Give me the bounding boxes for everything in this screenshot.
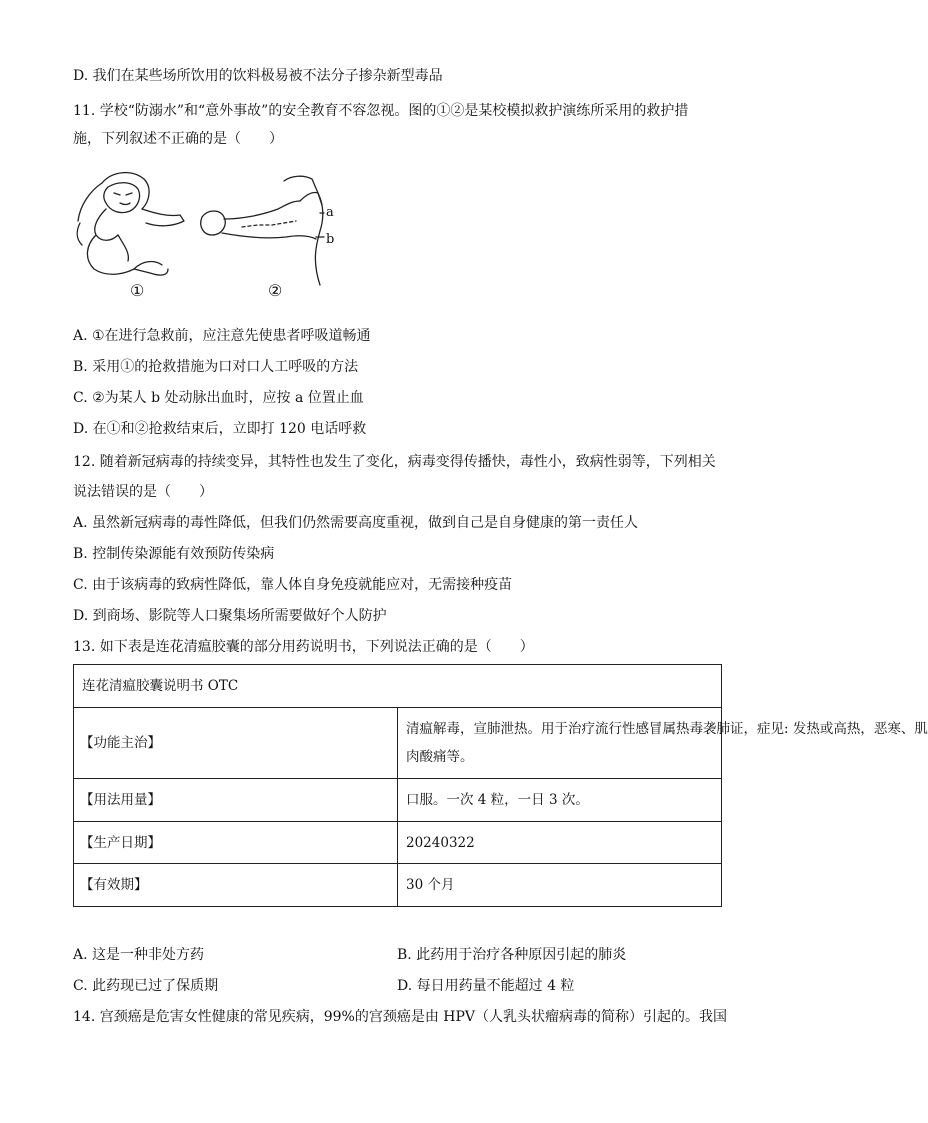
forearm-bottom xyxy=(222,233,316,239)
q11-option-c: C. ②为某人 b 处动脉出血时，应按 a 位置止血 xyxy=(73,390,364,406)
rescuer-arm-left xyxy=(95,209,118,240)
table-header-row xyxy=(74,665,722,708)
rescuer-arm-right xyxy=(142,209,184,226)
q13-option-b: B. 此药用于治疗各种原因引起的肺炎 xyxy=(397,947,627,963)
q14-stem-line1: 14. 宫颈癌是危害女性健康的常见疾病，99%的宫颈癌是由 HPV（人乳头状瘤病毒的简称）引起的。我国 xyxy=(73,1009,728,1025)
artery-dashed xyxy=(242,221,296,227)
q13-stem: 13. 如下表是连花清瘟胶囊的部分用药说明书，下列说法正确的是（ ） xyxy=(73,639,534,655)
patient-neck xyxy=(134,262,162,269)
table-row xyxy=(74,708,722,779)
table-value: 30 个月 xyxy=(398,864,722,907)
q12-stem-line2: 说法错误的是（ ） xyxy=(73,484,213,500)
q11-option-d: D. 在①和②抢救结束后，立即打 120 电话呼救 xyxy=(73,421,367,437)
q11-stem-line1: 11. 学校“防溺水”和“意外事故”的安全教育不容忽视。图的①②是某校模拟救护演练所采用的救护措 xyxy=(73,103,689,119)
helper-hand xyxy=(284,176,318,193)
q11-option-a: A. ①在进行急救前，应注意先使患者呼吸道畅通 xyxy=(73,328,371,344)
table-value xyxy=(398,708,928,779)
q12-option-d: D. 到商场、影院等人口聚集场所需要做好个人防护 xyxy=(73,608,387,624)
table-value: 20240322 xyxy=(398,822,722,864)
forearm-top xyxy=(224,201,300,219)
rescuer-head-outline xyxy=(102,173,149,209)
fist xyxy=(201,211,226,235)
table-value-line1: 清瘟解毒，宣肺泄热。用于治疗流行性感冒属热毒袭肺证，症见: 发热或高热，恶寒、肌 xyxy=(406,721,928,737)
q13-option-a: A. 这是一种非处方药 xyxy=(73,947,205,963)
table-key: 【用法用量】 xyxy=(74,779,398,822)
rescuer-back xyxy=(78,183,102,221)
rescuer-face xyxy=(104,183,140,213)
q12-stem-line1: 12. 随着新冠病毒的持续变异，其特性也发生了变化，病毒变得传播快，毒性小，致病性弱等，下列相关 xyxy=(73,454,716,470)
figure-label-1: ① xyxy=(130,281,145,300)
table-row xyxy=(74,779,722,822)
marker-b: b xyxy=(326,232,335,247)
q11-stem-line2: 施，下列叙述不正确的是（ ） xyxy=(73,131,283,147)
ground-line xyxy=(77,223,82,245)
table-value: 口服。一次 4 粒，一日 3 次。 xyxy=(398,779,722,822)
figure-label-2: ② xyxy=(268,281,283,300)
table-key: 【功能主治】 xyxy=(74,708,398,779)
table-row xyxy=(74,822,722,864)
q12-option-b: B. 控制传染源能有效预防传染病 xyxy=(73,546,275,562)
q13-option-c: C. 此药现已过了保质期 xyxy=(73,978,219,994)
table-key: 【生产日期】 xyxy=(74,822,398,864)
first-aid-illustration xyxy=(72,165,342,305)
q12-option-a: A. 虽然新冠病毒的毒性降低，但我们仍然需要高度重视，做到自己是自身健康的第一责任人 xyxy=(73,515,639,531)
q10-option-d: D. 我们在某些场所饮用的饮料极易被不法分子掺杂新型毒品 xyxy=(73,68,443,84)
q11-figure xyxy=(72,165,342,305)
q11-option-b: B. 采用①的抢救措施为口对口人工呼吸的方法 xyxy=(73,359,359,375)
patient-face xyxy=(118,235,128,261)
table-value-line2: 肉酸痛等。 xyxy=(406,749,474,765)
table-key: 【有效期】 xyxy=(74,864,398,907)
rescuer-features xyxy=(114,193,132,205)
table-header: 连花清瘟胶囊说明书 OTC xyxy=(74,665,722,708)
marker-a: a xyxy=(326,205,334,220)
q13-option-d: D. 每日用药量不能超过 4 粒 xyxy=(397,978,575,994)
q12-option-c: C. 由于该病毒的致病性降低，靠人体自身免疫就能应对，无需接种疫苗 xyxy=(73,577,513,593)
medicine-label-table xyxy=(73,664,928,907)
table-row xyxy=(74,864,722,907)
